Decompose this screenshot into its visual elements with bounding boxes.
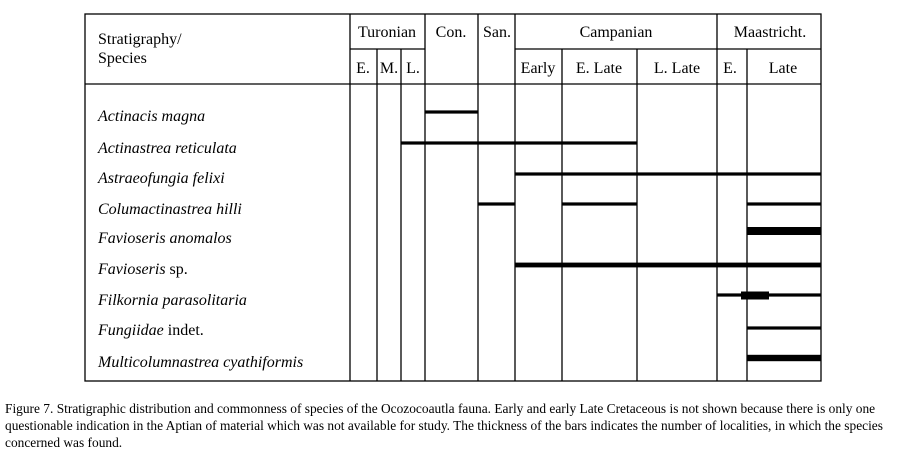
range-bar (747, 326, 821, 329)
substage-maastrichtian-early: E. (723, 60, 737, 77)
species-row-label: Actinacis magna (98, 108, 206, 125)
range-bar (741, 292, 769, 300)
range-bar (747, 227, 821, 235)
species-row-label: Filkornia parasolitaria (98, 292, 247, 309)
range-bar (478, 202, 515, 205)
table-header (98, 24, 806, 77)
species-row-label: Astraeofungia felixi (98, 170, 225, 187)
stratigraphy-label: Stratigraphy/ (98, 31, 182, 48)
substage-campanian-early: Early (520, 60, 556, 77)
range-bars (401, 110, 821, 361)
range-bar (515, 263, 821, 268)
range-bar (515, 172, 821, 175)
substage-maastrichtian-late: Late (768, 60, 798, 77)
range-bar (562, 202, 637, 205)
substage-turonian-middle: M. (379, 60, 399, 77)
species-row-label: Multicolumnastrea cyathiformis (98, 354, 304, 371)
species-row-label: Favioseris anomalos (98, 230, 232, 247)
species-label: Species (98, 50, 147, 67)
species-row-label: Fungiidae indet. (98, 322, 204, 339)
substage-turonian-late: L. (406, 60, 420, 77)
stage-campanian: Campanian (579, 24, 653, 41)
species-column (97, 108, 303, 371)
species-row-label: Actinastrea reticulata (98, 140, 237, 157)
species-row-label: Favioseris sp. (98, 261, 188, 278)
stage-maastrichtian: Maastricht. (733, 24, 807, 41)
stage-turonian: Turonian (357, 24, 417, 41)
substage-turonian-early: E. (356, 60, 370, 77)
range-bar (401, 141, 637, 144)
substage-campanian-late-late: L. Late (653, 60, 701, 77)
stage-santonian: San. (483, 24, 511, 41)
figure-caption: Figure 7. Stratigraphic distribution and commonness of species of the Ocozocoautla fauna. Early and early Late Cretaceous is not shown because there is only one questionable indication in the Aptian of material which was not available for study. The thickness of the bars indicates the number of localities, in which the species concerned was found. (5, 401, 883, 450)
range-bar (425, 110, 478, 113)
stage-coniacian: Con. (435, 24, 467, 41)
range-bar (747, 355, 821, 361)
range-bar (747, 202, 821, 205)
species-row-label: Columactinastrea hilli (98, 201, 242, 218)
substage-campanian-early-late: E. Late (575, 60, 623, 77)
